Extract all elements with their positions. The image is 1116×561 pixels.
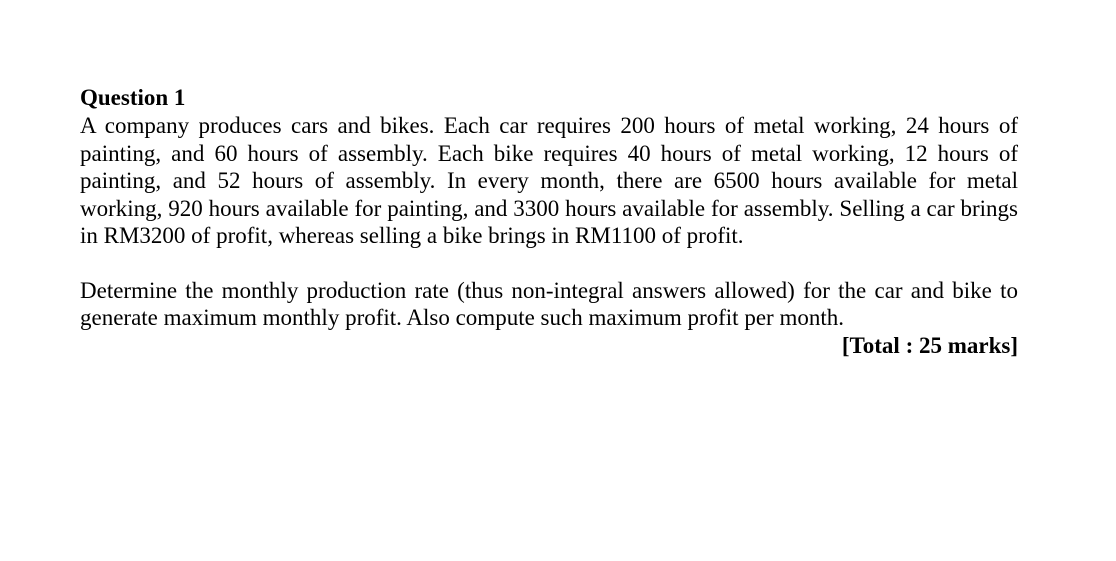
- question-block: [80, 84, 1018, 360]
- question-paragraph-2: Determine the monthly production rate (thus non-integral answers allowed) for the car and bike to generate maximum monthly profit. Also compute such maximum profit per month.: [80, 277, 1018, 330]
- total-marks: [Total : 25 marks]: [841, 332, 1018, 358]
- question-title: Question 1: [80, 85, 186, 110]
- question-paragraph-1: A company produces cars and bikes. Each car requires 200 hours of metal working, 24 hours of painting, and 60 hours of assembly. Each bike requires 40 hours of metal working, 12 hours of painting, and 52 hours of assembly. In every month, there are 6500 hours available for metal working, 920 hours available for painting, and 3300 hours available for assembly. Selling a car brings in RM3200 of profit, whereas selling a bike brings in RM1100 of profit.: [80, 113, 1018, 248]
